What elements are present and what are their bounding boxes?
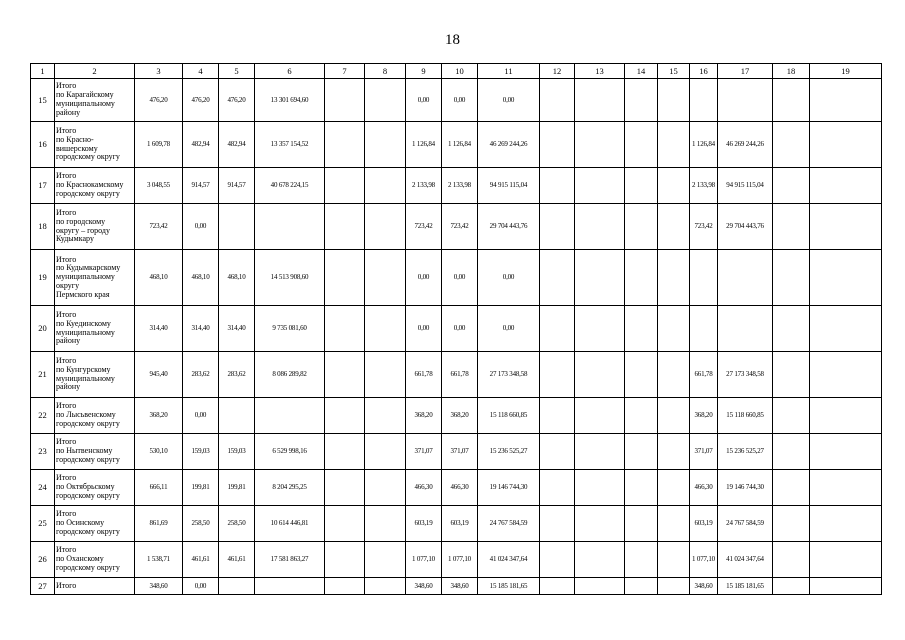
value-cell (773, 352, 810, 398)
value-cell: 27 173 348,58 (478, 352, 540, 398)
value-cell (658, 168, 690, 204)
value-cell: 368,20 (135, 398, 183, 434)
value-cell (575, 578, 625, 595)
value-cell (810, 470, 882, 506)
value-cell: 945,40 (135, 352, 183, 398)
value-cell: 530,10 (135, 434, 183, 470)
value-cell (658, 122, 690, 168)
value-cell (365, 352, 406, 398)
value-cell: 15 236 525,27 (478, 434, 540, 470)
value-cell: 723,42 (442, 204, 478, 250)
value-cell: 0,00 (478, 306, 540, 352)
table-row (31, 578, 882, 595)
page-number: 18 (445, 32, 460, 48)
row-number: 18 (31, 204, 55, 250)
value-cell (658, 542, 690, 578)
value-cell (365, 204, 406, 250)
value-cell (255, 204, 325, 250)
value-cell (773, 168, 810, 204)
value-cell: 476,20 (219, 79, 255, 122)
column-header: 6 (255, 64, 325, 79)
table-row (31, 352, 882, 398)
value-cell: 914,57 (219, 168, 255, 204)
value-cell (773, 578, 810, 595)
table-row (31, 168, 882, 204)
value-cell: 15 118 660,85 (478, 398, 540, 434)
value-cell: 10 614 446,81 (255, 506, 325, 542)
municipality-name: Итого по Краснокамскому городскому округу (55, 168, 135, 204)
value-cell (575, 398, 625, 434)
value-cell: 861,69 (135, 506, 183, 542)
value-cell (255, 578, 325, 595)
value-cell (810, 168, 882, 204)
value-cell: 2 133,98 (442, 168, 478, 204)
value-cell (325, 352, 365, 398)
value-cell (773, 434, 810, 470)
value-cell (365, 122, 406, 168)
value-cell: 1 077,10 (406, 542, 442, 578)
value-cell: 8 204 295,25 (255, 470, 325, 506)
value-cell (625, 434, 658, 470)
value-cell: 661,78 (690, 352, 718, 398)
value-cell: 2 133,98 (690, 168, 718, 204)
row-number: 16 (31, 122, 55, 168)
value-cell (625, 506, 658, 542)
value-cell: 468,10 (219, 250, 255, 306)
value-cell: 314,40 (135, 306, 183, 352)
value-cell: 19 146 744,30 (478, 470, 540, 506)
column-header: 13 (575, 64, 625, 79)
data-table (30, 63, 882, 595)
value-cell (540, 122, 575, 168)
value-cell (773, 470, 810, 506)
value-cell (325, 79, 365, 122)
column-header: 18 (773, 64, 810, 79)
column-header: 9 (406, 64, 442, 79)
value-cell (625, 204, 658, 250)
value-cell: 476,20 (183, 79, 219, 122)
value-cell (575, 168, 625, 204)
value-cell (625, 168, 658, 204)
value-cell: 461,61 (183, 542, 219, 578)
value-cell (625, 398, 658, 434)
row-number: 22 (31, 398, 55, 434)
value-cell (658, 352, 690, 398)
table-row (31, 250, 882, 306)
value-cell: 314,40 (183, 306, 219, 352)
value-cell: 348,60 (135, 578, 183, 595)
value-cell: 348,60 (442, 578, 478, 595)
value-cell: 666,11 (135, 470, 183, 506)
value-cell (325, 168, 365, 204)
table-body (31, 64, 882, 595)
row-number: 17 (31, 168, 55, 204)
value-cell: 283,62 (183, 352, 219, 398)
value-cell: 348,60 (406, 578, 442, 595)
value-cell: 466,30 (406, 470, 442, 506)
value-cell: 371,07 (690, 434, 718, 470)
value-cell (575, 470, 625, 506)
value-cell (625, 79, 658, 122)
column-header: 10 (442, 64, 478, 79)
value-cell: 0,00 (406, 306, 442, 352)
value-cell: 1 126,84 (690, 122, 718, 168)
value-cell (575, 352, 625, 398)
value-cell (773, 398, 810, 434)
value-cell (625, 122, 658, 168)
value-cell: 348,60 (690, 578, 718, 595)
municipality-name: Итого по Красно- вишерскому городскому округу (55, 122, 135, 168)
value-cell (365, 79, 406, 122)
value-cell (325, 470, 365, 506)
value-cell (575, 506, 625, 542)
value-cell: 1 077,10 (442, 542, 478, 578)
value-cell: 1 126,84 (442, 122, 478, 168)
value-cell: 368,20 (406, 398, 442, 434)
value-cell (325, 398, 365, 434)
value-cell: 1 538,71 (135, 542, 183, 578)
value-cell: 371,07 (406, 434, 442, 470)
value-cell: 15 185 181,65 (718, 578, 773, 595)
value-cell (219, 578, 255, 595)
table-row (31, 542, 882, 578)
value-cell (658, 79, 690, 122)
value-cell (575, 204, 625, 250)
value-cell (773, 122, 810, 168)
value-cell (810, 434, 882, 470)
value-cell (325, 204, 365, 250)
value-cell: 17 581 863,27 (255, 542, 325, 578)
value-cell: 41 024 347,64 (718, 542, 773, 578)
value-cell (773, 79, 810, 122)
value-cell (658, 470, 690, 506)
municipality-name: Итого по Нытвенскому городскому округу (55, 434, 135, 470)
row-number: 15 (31, 79, 55, 122)
value-cell (540, 506, 575, 542)
value-cell (540, 434, 575, 470)
value-cell (625, 542, 658, 578)
municipality-name: Итого по Лысьвенскому городскому округу (55, 398, 135, 434)
municipality-name: Итого по Осинскому городскому округу (55, 506, 135, 542)
row-number: 20 (31, 306, 55, 352)
value-cell (625, 470, 658, 506)
value-cell (575, 122, 625, 168)
column-header: 1 (31, 64, 55, 79)
value-cell (325, 542, 365, 578)
value-cell: 15 118 660,85 (718, 398, 773, 434)
column-header: 7 (325, 64, 365, 79)
value-cell (718, 306, 773, 352)
table-row (31, 434, 882, 470)
value-cell (365, 506, 406, 542)
value-cell (325, 578, 365, 595)
value-cell (810, 204, 882, 250)
value-cell (325, 306, 365, 352)
value-cell (540, 168, 575, 204)
value-cell (540, 542, 575, 578)
value-cell: 8 086 289,82 (255, 352, 325, 398)
value-cell: 24 767 584,59 (718, 506, 773, 542)
value-cell (810, 306, 882, 352)
value-cell: 15 185 181,65 (478, 578, 540, 595)
value-cell: 603,19 (690, 506, 718, 542)
value-cell: 466,30 (442, 470, 478, 506)
column-header: 12 (540, 64, 575, 79)
column-header: 4 (183, 64, 219, 79)
table-row (31, 506, 882, 542)
value-cell: 0,00 (183, 578, 219, 595)
municipality-name: Итого (55, 578, 135, 595)
value-cell (540, 306, 575, 352)
value-cell: 0,00 (406, 79, 442, 122)
value-cell (810, 250, 882, 306)
value-cell (690, 250, 718, 306)
value-cell (365, 470, 406, 506)
value-cell: 368,20 (442, 398, 478, 434)
column-header: 15 (658, 64, 690, 79)
column-header: 16 (690, 64, 718, 79)
value-cell (810, 79, 882, 122)
value-cell: 314,40 (219, 306, 255, 352)
value-cell: 29 704 443,76 (718, 204, 773, 250)
value-cell: 723,42 (690, 204, 718, 250)
value-cell (540, 578, 575, 595)
value-cell (325, 122, 365, 168)
value-cell: 482,94 (219, 122, 255, 168)
value-cell (658, 204, 690, 250)
value-cell (540, 352, 575, 398)
row-number: 19 (31, 250, 55, 306)
value-cell (365, 250, 406, 306)
value-cell (365, 578, 406, 595)
value-cell: 199,81 (219, 470, 255, 506)
column-header: 17 (718, 64, 773, 79)
value-cell (773, 306, 810, 352)
value-cell: 13 357 154,52 (255, 122, 325, 168)
value-cell (810, 398, 882, 434)
value-cell (625, 352, 658, 398)
value-cell: 19 146 744,30 (718, 470, 773, 506)
value-cell: 0,00 (478, 250, 540, 306)
value-cell: 0,00 (183, 398, 219, 434)
value-cell (219, 204, 255, 250)
municipality-name: Итого по Оханскому городскому округу (55, 542, 135, 578)
value-cell: 0,00 (442, 250, 478, 306)
table-row (31, 398, 882, 434)
value-cell: 0,00 (183, 204, 219, 250)
municipality-name: Итого по городскому округу – городу Кудымкару (55, 204, 135, 250)
value-cell: 15 236 525,27 (718, 434, 773, 470)
value-cell (325, 434, 365, 470)
value-cell (575, 306, 625, 352)
value-cell: 466,30 (690, 470, 718, 506)
row-number: 27 (31, 578, 55, 595)
value-cell: 723,42 (135, 204, 183, 250)
value-cell: 1 609,78 (135, 122, 183, 168)
value-cell: 482,94 (183, 122, 219, 168)
value-cell: 199,81 (183, 470, 219, 506)
value-cell (365, 434, 406, 470)
value-cell: 661,78 (406, 352, 442, 398)
value-cell (773, 506, 810, 542)
value-cell: 2 133,98 (406, 168, 442, 204)
value-cell: 661,78 (442, 352, 478, 398)
value-cell: 1 126,84 (406, 122, 442, 168)
municipality-name: Итого по Кунгурскому муниципальному району (55, 352, 135, 398)
value-cell (690, 306, 718, 352)
value-cell (773, 204, 810, 250)
value-cell: 461,61 (219, 542, 255, 578)
value-cell: 0,00 (442, 306, 478, 352)
value-cell (810, 122, 882, 168)
table-row (31, 79, 882, 122)
value-cell: 46 269 244,26 (478, 122, 540, 168)
value-cell: 1 077,10 (690, 542, 718, 578)
table-row (31, 122, 882, 168)
value-cell: 258,50 (183, 506, 219, 542)
row-number: 24 (31, 470, 55, 506)
table-row (31, 306, 882, 352)
value-cell: 368,20 (690, 398, 718, 434)
municipality-name: Итого по Кудымкарскому муниципальному округу Пермского края (55, 250, 135, 306)
value-cell (810, 506, 882, 542)
value-cell: 29 704 443,76 (478, 204, 540, 250)
value-cell (658, 506, 690, 542)
value-cell (540, 250, 575, 306)
value-cell (540, 470, 575, 506)
value-cell (255, 398, 325, 434)
value-cell (575, 250, 625, 306)
municipality-name: Итого по Карагайскому муниципальному району (55, 79, 135, 122)
value-cell: 14 513 908,60 (255, 250, 325, 306)
value-cell (575, 542, 625, 578)
row-number: 26 (31, 542, 55, 578)
table-row (31, 204, 882, 250)
column-header: 5 (219, 64, 255, 79)
value-cell (365, 306, 406, 352)
value-cell: 0,00 (478, 79, 540, 122)
value-cell (658, 434, 690, 470)
column-header: 14 (625, 64, 658, 79)
table-row (31, 470, 882, 506)
value-cell: 41 024 347,64 (478, 542, 540, 578)
value-cell (658, 250, 690, 306)
value-cell (325, 250, 365, 306)
row-number: 21 (31, 352, 55, 398)
value-cell (575, 79, 625, 122)
value-cell (718, 79, 773, 122)
value-cell: 0,00 (442, 79, 478, 122)
value-cell: 24 767 584,59 (478, 506, 540, 542)
value-cell (575, 434, 625, 470)
value-cell (718, 250, 773, 306)
value-cell: 13 301 694,60 (255, 79, 325, 122)
value-cell (625, 250, 658, 306)
value-cell: 94 915 115,04 (478, 168, 540, 204)
value-cell (810, 352, 882, 398)
value-cell (219, 398, 255, 434)
value-cell (810, 542, 882, 578)
column-number-row (31, 64, 882, 79)
value-cell (658, 398, 690, 434)
value-cell (365, 542, 406, 578)
value-cell (810, 578, 882, 595)
value-cell (625, 306, 658, 352)
column-header: 3 (135, 64, 183, 79)
value-cell: 9 735 081,60 (255, 306, 325, 352)
municipality-name: Итого по Октябрьскому городскому округу (55, 470, 135, 506)
value-cell: 94 915 115,04 (718, 168, 773, 204)
value-cell (540, 79, 575, 122)
value-cell: 258,50 (219, 506, 255, 542)
value-cell: 3 048,55 (135, 168, 183, 204)
value-cell (625, 578, 658, 595)
column-header: 11 (478, 64, 540, 79)
value-cell: 468,10 (183, 250, 219, 306)
value-cell: 603,19 (406, 506, 442, 542)
value-cell: 476,20 (135, 79, 183, 122)
row-number: 25 (31, 506, 55, 542)
value-cell: 46 269 244,26 (718, 122, 773, 168)
value-cell: 159,03 (183, 434, 219, 470)
value-cell: 723,42 (406, 204, 442, 250)
value-cell: 603,19 (442, 506, 478, 542)
value-cell: 283,62 (219, 352, 255, 398)
row-number: 23 (31, 434, 55, 470)
value-cell (658, 578, 690, 595)
value-cell: 0,00 (406, 250, 442, 306)
value-cell (658, 306, 690, 352)
value-cell: 914,57 (183, 168, 219, 204)
value-cell (325, 506, 365, 542)
municipality-name: Итого по Куединскому муниципальному району (55, 306, 135, 352)
value-cell (690, 79, 718, 122)
value-cell (540, 204, 575, 250)
column-header: 8 (365, 64, 406, 79)
value-cell (773, 250, 810, 306)
value-cell (365, 168, 406, 204)
value-cell: 159,03 (219, 434, 255, 470)
column-header: 19 (810, 64, 882, 79)
value-cell (540, 398, 575, 434)
value-cell: 468,10 (135, 250, 183, 306)
column-header: 2 (55, 64, 135, 79)
value-cell: 40 678 224,15 (255, 168, 325, 204)
value-cell (365, 398, 406, 434)
value-cell (773, 542, 810, 578)
value-cell: 371,07 (442, 434, 478, 470)
value-cell: 27 173 348,58 (718, 352, 773, 398)
value-cell: 6 529 998,16 (255, 434, 325, 470)
